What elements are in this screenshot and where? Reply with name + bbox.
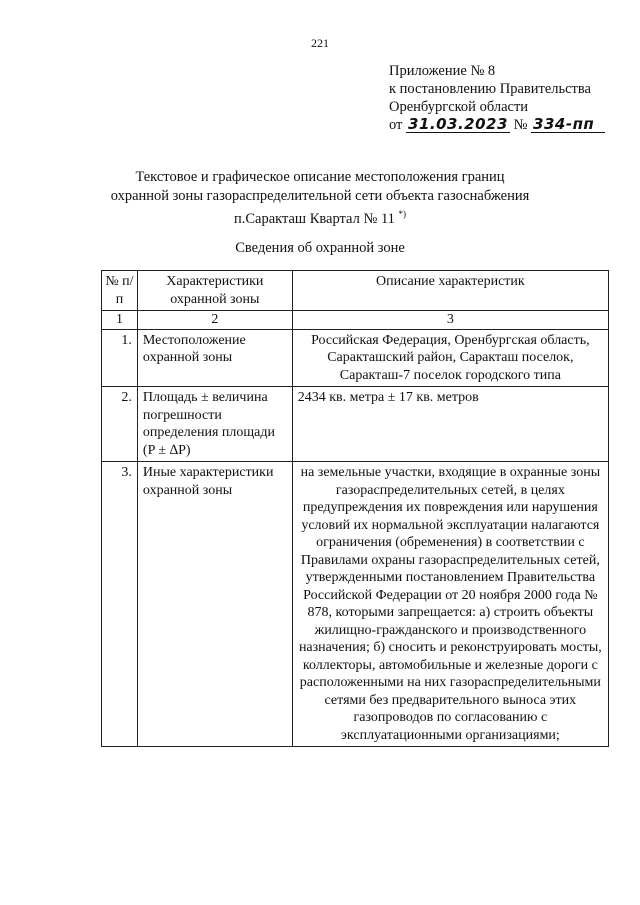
row-characteristic: Местоположение охранной зоны (137, 329, 292, 387)
header-characteristic: Характеристики охранной зоны (137, 271, 292, 311)
row-description: Российская Федерация, Оренбургская область, Саракташский район, Саракташ поселок, Саракташ-7 поселок городского типа (292, 329, 608, 387)
header-description: Описание характеристик (292, 271, 608, 311)
column-number-1: 1 (102, 311, 138, 330)
table-row (102, 329, 609, 387)
row-number: 2. (102, 387, 138, 462)
table-row (102, 462, 609, 747)
title-line-3 (0, 205, 640, 229)
row-description: на земельные участки, входящие в охранные зоны газораспределительных сетей, в целях предупреждения их повреждения или нарушения условий их нормальной эксплуатации налагаются ограничения (обременения) в соответствии с Правилами охраны газораспределительных сетей, утвержденными постановлением Правительства Российской Федерации от 20 ноября 2000 года № 878, которыми запрещается: а) строить объекты жилищно-гражданского и производственного назначения; б) сносить и реконструировать мосты, коллекторы, автомобильные и железные дороги с расположенными на них газораспределительными сетями без предварительного выноса этих газопроводов по согласованию с эксплуатационными организациями; (292, 462, 608, 747)
header-number: № п/п (102, 271, 138, 311)
table-row (102, 387, 609, 462)
row-characteristic: Иные характеристики охранной зоны (137, 462, 292, 747)
title-line-2: охранной зоны газораспределительной сети объекта газоснабжения (110, 187, 530, 204)
appendix-date-line (389, 116, 605, 134)
number-prefix: № (513, 117, 528, 133)
appendix-block (389, 62, 605, 134)
title-line-1: Текстовое и графическое описание местоположения границ (135, 169, 505, 185)
row-characteristic: Площадь ± величина погрешности определения площади (P ± ∆P) (137, 387, 292, 462)
protection-zone-table (101, 270, 609, 747)
resolution-number: 334-пп (531, 116, 605, 133)
title-location: п.Саракташ Квартал № 11 (233, 211, 395, 227)
column-number-3: 3 (292, 311, 608, 330)
row-number: 1. (102, 329, 138, 387)
appendix-region: Оренбургской области (389, 99, 529, 115)
row-number: 3. (102, 462, 138, 747)
resolution-date: 31.03.2023 (408, 115, 508, 133)
column-number-row (102, 311, 609, 330)
section-subtitle: Сведения об охранной зоне (235, 240, 405, 256)
document-title (0, 168, 640, 229)
table-header-row (102, 271, 609, 311)
footnote-mark: *) (398, 209, 407, 219)
appendix-title: Приложение № 8 (389, 63, 496, 79)
row-description: 2434 кв. метра ± 17 кв. метров (292, 387, 608, 462)
appendix-resolution: к постановлению Правительства (389, 81, 591, 97)
column-number-2: 2 (137, 311, 292, 330)
date-prefix: от (389, 117, 403, 133)
page-number: 221 (311, 36, 329, 50)
